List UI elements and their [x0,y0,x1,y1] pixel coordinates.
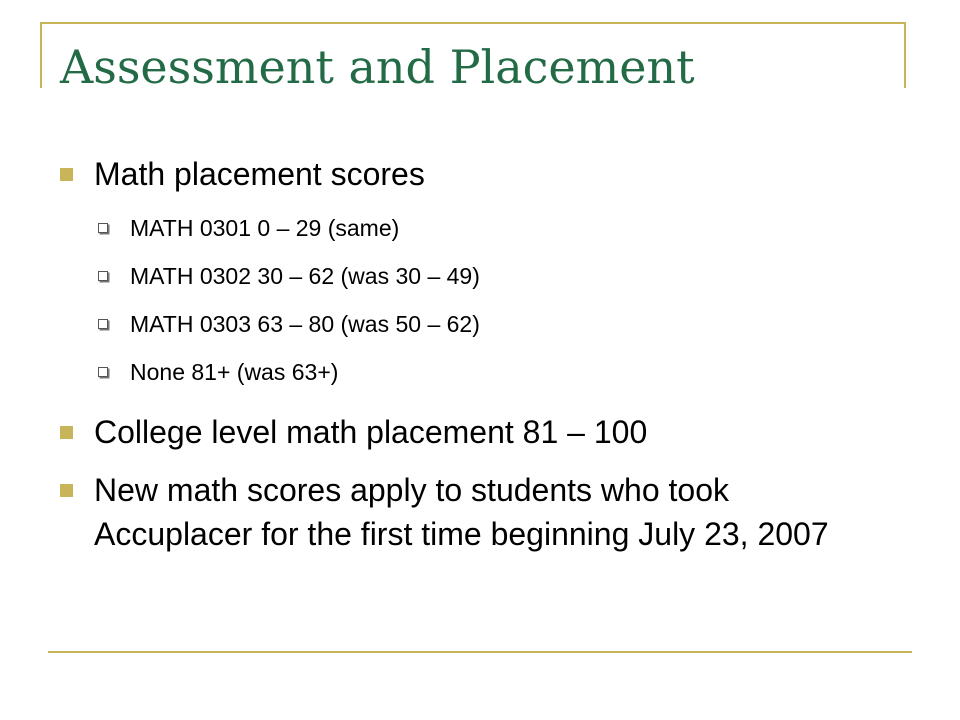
checkbox-bullet-icon [98,223,108,233]
bullet-text: College level math placement 81 – 100 [94,414,648,450]
checkbox-bullet-icon [98,319,108,329]
square-bullet-icon [60,426,73,439]
bullet-item [60,152,880,196]
bullet-item [60,468,880,556]
square-bullet-icon [60,168,73,181]
slide-title: Assessment and Placement [60,40,695,94]
sub-bullet-item [60,348,880,396]
bullet-item [60,410,880,454]
sub-bullet-list [60,204,880,396]
sub-bullet-item [60,300,880,348]
checkbox-bullet-icon [98,271,108,281]
square-bullet-icon [60,484,73,497]
sub-bullet-text: MATH 0303 63 – 80 (was 50 – 62) [130,311,480,337]
bullet-text: New math scores apply to students who took Accuplacer for the first time beginning July 23, 2007 [94,472,829,552]
sub-bullet-text: None 81+ (was 63+) [130,359,339,385]
frame-bottom-line [48,651,912,653]
frame-top-line [40,22,906,24]
sub-bullet-text: MATH 0301 0 – 29 (same) [130,215,400,241]
sub-bullet-item [60,252,880,300]
sub-bullet-item [60,204,880,252]
frame-left-line [40,22,42,88]
bullet-list [60,152,880,570]
frame-right-line [904,22,906,88]
bullet-text: Math placement scores [94,156,425,192]
sub-bullet-text: MATH 0302 30 – 62 (was 30 – 49) [130,263,480,289]
checkbox-bullet-icon [98,367,108,377]
